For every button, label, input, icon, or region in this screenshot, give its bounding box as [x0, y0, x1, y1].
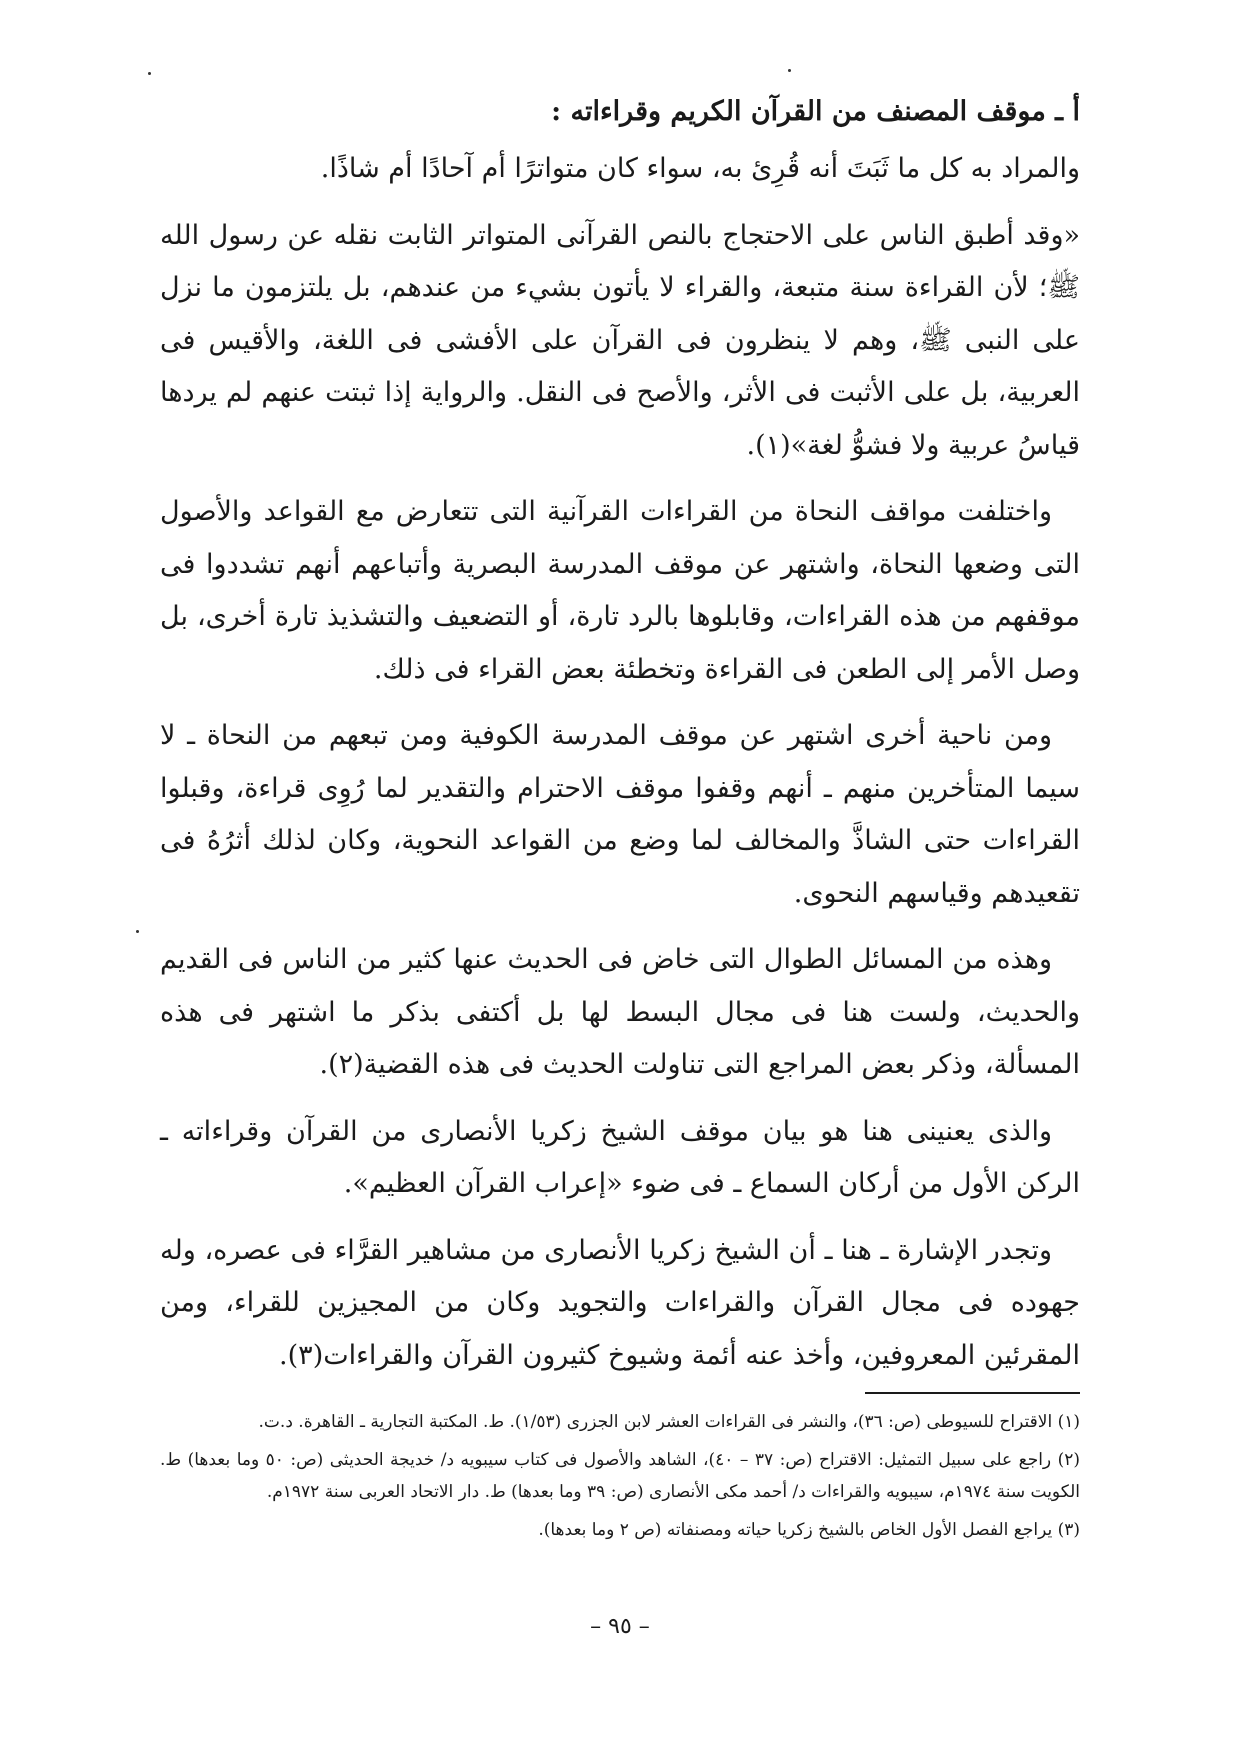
footnote: (١) الاقتراح للسيوطى (ص: ٣٦)، والنشر فى القراءات العشر لابن الجزرى (١/٥٣). ط. المكتبة التجارية ـ القاهرة. د.ت. [258, 1412, 1080, 1432]
paragraph: والمراد به كل ما ثَبَتَ أنه قُرِئ به، سواء كان متواترًا أم آحادًا أم شاذًا. [320, 153, 1080, 184]
paragraph: واختلفت مواقف النحاة من القراءات القرآنية التى تتعارض مع القواعد والأصول التى وضعها النحاة، واشتهر عن موقف المدرسة البصرية وأتباعهم أنهم تشددوا فى موقفهم من هذه القراءات، وقابلوها بالرد تارة، أو التضعيف والتشذيذ تارة أخرى، بل وصل الأمر إلى الطعن فى القراءة وتخطئة بعض القراء فى ذلك. [160, 496, 1080, 685]
footnote: (٣) يراجع الفصل الأول الخاص بالشيخ زكريا حياته ومصنفاته (ص ٢ وما بعدها). [538, 1520, 1080, 1540]
paragraph: وتجدر الإشارة ـ هنا ـ أن الشيخ زكريا الأنصارى من مشاهير القرَّاء فى عصره، وله جهوده فى مجال القرآن والقراءات والتجويد وكان من المجيزين للقراء، ومن المقرئين المعروفين، وأخذ عنه أئمة وشيوخ كثيرون القرآن والقراءات(٣). [160, 1234, 1080, 1371]
footnote-divider [865, 1392, 1080, 1394]
body-text [160, 143, 1080, 1396]
paragraph-quote: «وقد أطبق الناس على الاحتجاج بالنص القرآنى المتواتر الثابت نقله عن رسول الله ﷺ؛ لأن القراءة سنة متبعة، والقراء لا يأتون بشيء من عندهم، بل يلتزمون ما نزل على النبى ﷺ، وهم لا ينظرون فى القرآن على الأفشى فى اللغة، والأقيس فى العربية، بل على الأثبت فى الأثر، والأصح فى النقل. والرواية إذا ثبتت عنهم لم يردها قياسُ عربية ولا فشوُّ لغة»(١). [160, 219, 1080, 461]
scan-speck [136, 930, 139, 933]
paragraph: ومن ناحية أخرى اشتهر عن موقف المدرسة الكوفية ومن تبعهم من النحاة ـ لا سيما المتأخرين منهم ـ أنهم وقفوا موقف الاحترام والتقدير لما رُوِى قراءة، وقبلوا القراءات حتى الشاذَّ والمخالف لما وضع من القواعد النحوية، وكان لذلك أثرُهُ فى تقعيدهم وقياسهم النحوى. [160, 720, 1080, 909]
paragraph: والذى يعنينى هنا هو بيان موقف الشيخ زكريا الأنصارى من القرآن وقراءاته ـ الركن الأول من أركان السماع ـ فى ضوء «إعراب القرآن العظيم». [160, 1115, 1080, 1199]
paragraph: وهذه من المسائل الطوال التى خاض فى الحديث عنها كثير من الناس فى القديم والحديث، ولست هنا فى مجال البسط لها بل أكتفى بذكر ما اشتهر فى هذه المسألة، وذكر بعض المراجع التى تناولت الحديث فى هذه القضية(٢). [160, 944, 1080, 1080]
footnote: (٢) راجع على سبيل التمثيل: الاقتراح (ص: ٣٧ – ٤٠)، الشاهد والأصول فى كتاب سيبويه د/ خديجة الحديثى (ص: ٥٠ وما بعدها) ط. الكويت سنة ١٩٧٤م، سيبويه والقراءات د/ أحمد مكى الأنصارى (ص: ٣٩ وما بعدها) ط. دار الاتحاد العربى سنة ١٩٧٢م. [160, 1450, 1081, 1502]
scan-speck [148, 72, 151, 75]
footnotes [160, 1406, 1080, 1552]
scan-speck [788, 69, 791, 72]
page-number: – ٩٥ – [590, 1614, 650, 1639]
section-heading: أ ـ موقف المصنف من القرآن الكريم وقراءاته : [551, 96, 1080, 127]
